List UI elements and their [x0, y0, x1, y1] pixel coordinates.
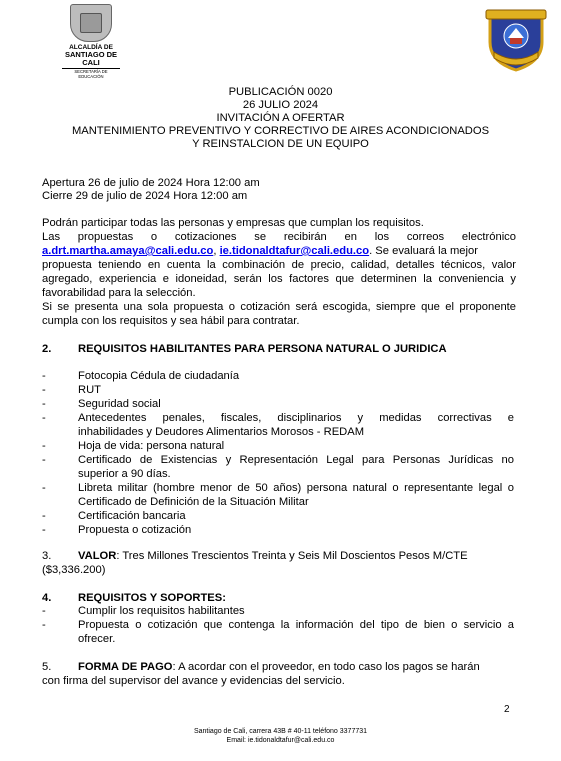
alcaldia-logo: [56, 4, 126, 79]
list-item-continuation: ofrecer.: [78, 633, 116, 645]
list-bullet: -: [42, 524, 46, 536]
section3-line1: [78, 550, 514, 562]
footer-address: Santiago de Cali, carrera 43B # 40-11 teléfono 3377731: [193, 728, 368, 735]
intro-p2-tail: . Se evaluará la mejor: [369, 245, 478, 257]
intro-p2-line5: favorabilidad para la selección.: [42, 287, 196, 299]
closing-date: Cierre 29 de julio de 2024 Hora 12:00 am: [42, 190, 248, 202]
list-item: Cumplir los requisitos habilitantes: [78, 605, 245, 617]
list-bullet: -: [42, 384, 46, 396]
section2-title: REQUISITOS HABILITANTES PARA PERSONA NATURAL O JURIDICA: [78, 343, 447, 355]
logo-line2: SANTIAGO DE CALI: [64, 50, 118, 67]
list-bullet: -: [42, 510, 46, 522]
logo-line1: ALCALDÍA DE: [69, 44, 113, 51]
section5-label: FORMA DE PAGO: [78, 661, 173, 673]
invitation-heading: INVITACIÓN A OFERTAR: [216, 112, 345, 124]
page-number: 2: [504, 704, 510, 715]
list-item: RUT: [78, 384, 101, 396]
list-item: Certificado de Existencias y Representación Legal para Personas Jurídicas no: [78, 454, 514, 466]
intro-p3-line2: cumpla con los requisitos y sea hábil para contratar.: [42, 315, 300, 327]
subject-line1: MANTENIMIENTO PREVENTIVO Y CORRECTIVO DE AIRES ACONDICIONADOS: [71, 125, 490, 137]
section3-line2: ($3,336.200): [42, 564, 106, 576]
email-separator: ,: [213, 245, 220, 257]
section4-number: 4.: [42, 592, 52, 604]
section2-number: 2.: [42, 343, 52, 355]
intro-p2-line1: Las propuestas o cotizaciones se recibirán en los correos electrónico: [42, 231, 516, 243]
list-bullet: -: [42, 605, 46, 617]
list-item: Seguridad social: [78, 398, 161, 410]
section3-number: 3.: [42, 550, 52, 562]
intro-p1: Podrán participar todas las personas y empresas que cumplan los requisitos.: [42, 217, 424, 229]
list-bullet: -: [42, 440, 46, 452]
section5-line1: [78, 661, 514, 673]
intro-p3-line1: Si se presenta una sola propuesta o cotización será escogida, siempre que el proponente: [42, 301, 516, 313]
list-item: Propuesta o cotización: [78, 524, 192, 536]
list-bullet: -: [42, 412, 46, 424]
list-bullet: -: [42, 398, 46, 410]
section5-line2: con firma del supervisor del avance y evidencias del servicio.: [42, 675, 345, 687]
list-item-continuation: Certificado de Definición de la Situación Militar: [78, 496, 309, 508]
section4-title: REQUISITOS Y SOPORTES:: [78, 592, 226, 604]
logo-line3: SECRETARÍA DE EDUCACIÓN: [62, 68, 120, 79]
section3-label: VALOR: [78, 550, 117, 562]
intro-p2-line4: agregado, experiencia e idoneidad, serán los factores que determinen la conveniencia y: [42, 273, 516, 285]
list-item-continuation: inhabilidades y Deudores Alimentarios Morosos - REDAM: [78, 426, 365, 438]
list-bullet: -: [42, 370, 46, 382]
email-link-2[interactable]: ie.tidonaldtafur@cali.edu.co: [219, 245, 370, 257]
list-item: Fotocopia Cédula de ciudadanía: [78, 370, 240, 382]
publication-date: 26 JULIO 2024: [242, 99, 319, 111]
footer: [0, 727, 561, 745]
coat-of-arms-icon: [70, 4, 112, 42]
list-item-continuation: superior a 90 días.: [78, 468, 171, 480]
section3-text: : Tres Millones Trescientos Treinta y Seis Mil Doscientos Pesos M/CTE: [116, 550, 468, 562]
section5-number: 5.: [42, 661, 52, 673]
publication-number: PUBLICACIÓN 0020: [228, 86, 333, 98]
list-item: Antecedentes penales, fiscales, disciplinarios y medidas correctivas e: [78, 412, 514, 424]
list-bullet: -: [42, 619, 46, 631]
intro-p2-line3: propuesta teniendo en cuenta la combinación de precio, calidad, detalles técnicos, valor: [42, 259, 516, 271]
list-bullet: -: [42, 482, 46, 494]
intro-p2-line2: [42, 245, 516, 259]
list-item: Hoja de vida: persona natural: [78, 440, 225, 452]
list-bullet: -: [42, 454, 46, 466]
list-item: Certificación bancaria: [78, 510, 186, 522]
school-shield-icon: [484, 6, 548, 72]
list-item: Propuesta o cotización que contenga la información del tipo de bien o servicio a: [78, 619, 514, 631]
footer-email: Email: ie.tidonaldtafur@cali.edu.co: [226, 737, 335, 744]
list-item: Libreta militar (hombre menor de 50 años) persona natural o representante legal o: [78, 482, 514, 494]
opening-date: Apertura 26 de julio de 2024 Hora 12:00 am: [42, 177, 260, 189]
section5-text: : A acordar con el proveedor, en todo caso los pagos se harán: [172, 661, 480, 673]
subject-line2: Y REINSTALCION DE UN EQUIPO: [192, 138, 369, 150]
school-logo: [484, 6, 548, 72]
email-link-1[interactable]: a.drt.martha.amaya@cali.edu.co: [42, 245, 214, 257]
